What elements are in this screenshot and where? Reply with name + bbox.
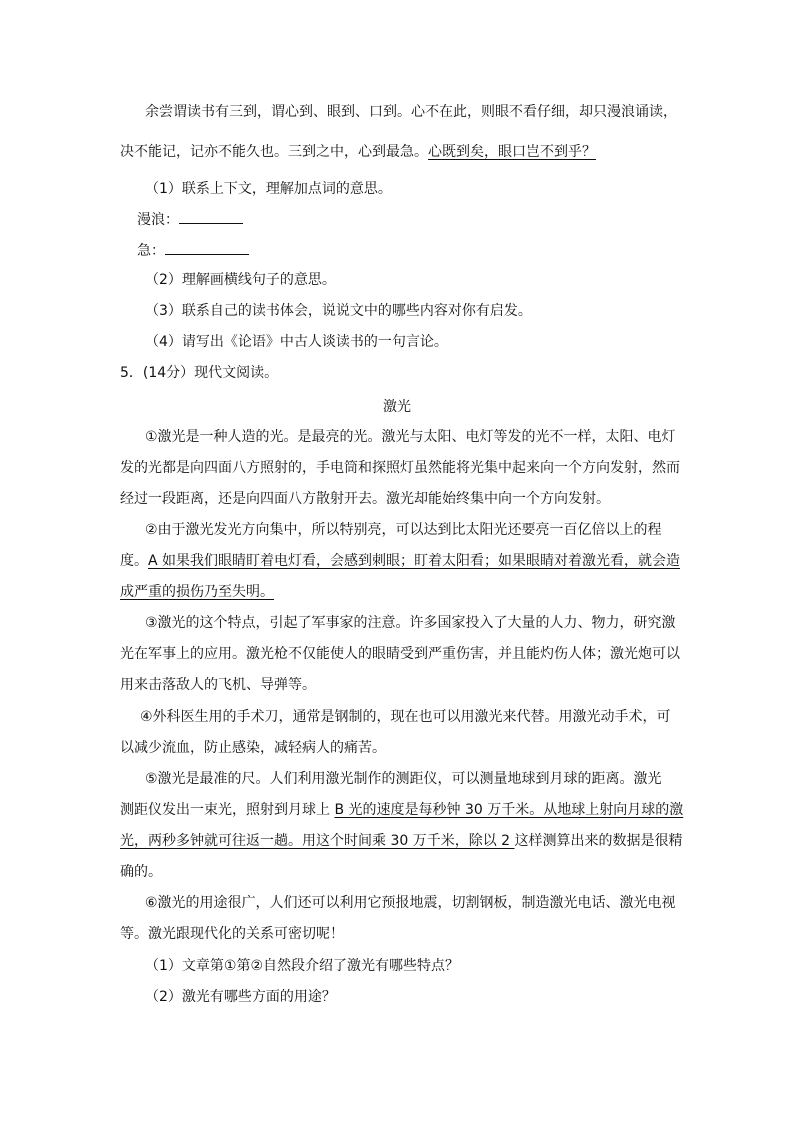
paragraph-line: ⑤激光是最准的尺。人们利用激光制作的测距仪，可以测量地球到月球的距离。激光: [145, 771, 662, 787]
paragraph-line: 以减少流血，防止感染，减轻病人的痛苦。: [120, 740, 386, 756]
paragraph-line: 用来击落敌人的飞机、导弹等。: [120, 677, 316, 693]
paragraph-line: ⑥激光的用途很广，人们还可以利用它预报地震，切割钢板，制造激光电话、激光电视: [145, 895, 676, 911]
paragraph-line: ②由于激光发光方向集中，所以特别亮，可以达到比太阳光还要亮一百亿倍以上的程: [145, 522, 662, 538]
paragraph-line: 经过一段距离，还是向四面八方散射开去。激光却能始终集中向一个方向发射。: [120, 491, 610, 507]
paragraph-line: [120, 801, 683, 819]
classical-paragraph-line: [120, 143, 596, 161]
paragraph-line: [120, 583, 274, 601]
question-1: （1）联系上下文，理解加点词的意思。: [145, 181, 392, 197]
answer-label: 急：: [137, 243, 165, 259]
article-title: 激光: [383, 399, 411, 415]
paragraph-line: 等。激光跟现代化的关系可密切呢！: [120, 926, 344, 942]
paragraph-text: 度。: [120, 553, 148, 569]
paragraph-line: [120, 832, 683, 850]
section-header: 5．(14分）现代文阅读。: [120, 365, 279, 381]
underlined-sentence: 心既到矣，眼口岂不到乎？: [428, 144, 596, 160]
answer-line-manlang: [137, 209, 243, 229]
paragraph-line: 发的光都是向四面八方照射的，手电筒和探照灯虽然能将光集中起来向一个方向发射，然而: [120, 460, 680, 476]
paragraph-line: [120, 552, 680, 570]
underlined-sentence-b: B 光的速度是每秒钟 30 万千米。从地球上射向月球的激: [334, 802, 684, 818]
question-4: （4）请写出《论语》中古人谈读书的一句言论。: [145, 334, 448, 350]
paragraph-line: ③激光的这个特点，引起了军事家的注意。许多国家投入了大量的人力、物力，研究激: [145, 615, 676, 631]
section5-question-1: （1）文章第①第②自然段介绍了激光有哪些特点？: [145, 958, 460, 974]
underlined-sentence-a: A 如果我们眼睛盯着电灯看，会感到刺眼；盯着太阳看；如果眼睛对着激光看，就会造: [148, 553, 681, 569]
underlined-sentence-a: 成严重的损伤乃至失明。: [120, 584, 274, 600]
classical-paragraph-line: 余尝谓读书有三到，谓心到、眼到、口到。心不在此，则眼不看仔细，却只漫浪诵读，: [145, 104, 677, 120]
paragraph-text: 测距仪发出一束光，照射到月球上: [120, 802, 335, 818]
question-3: （3）联系自己的读书体会，说说文中的哪些内容对你有启发。: [145, 303, 532, 319]
paragraph-line: 确的。: [120, 864, 162, 880]
question-2: （2）理解画横线句子的意思。: [145, 272, 336, 288]
answer-label: 漫浪：: [137, 212, 179, 228]
answer-line-ji: [137, 240, 249, 260]
paragraph-text: 这样测算出来的数据是很精: [514, 833, 683, 849]
underlined-sentence-b: 光，两秒多钟就可往返一趟。用这个时间乘 30 万千米，除以 2: [120, 833, 515, 849]
classical-text: 决不能记，记亦不能久也。三到之中，心到最急。: [120, 144, 428, 160]
paragraph-line: 光在军事上的应用。激光枪不仅能使人的眼睛受到严重伤害，并且能灼伤人体；激光炮可以: [120, 646, 680, 662]
section5-question-2: （2）激光有哪些方面的用途？: [145, 989, 336, 1005]
answer-blank[interactable]: [165, 240, 249, 255]
answer-blank[interactable]: [179, 209, 243, 224]
paragraph-line: ①激光是一种人造的光。是最亮的光。激光与太阳、电灯等发的光不一样，太阳、电灯: [145, 429, 676, 445]
paragraph-line: ④外科医生用的手术刀，通常是钢制的，现在也可以用激光来代替。用激光动手术，可: [140, 709, 671, 725]
